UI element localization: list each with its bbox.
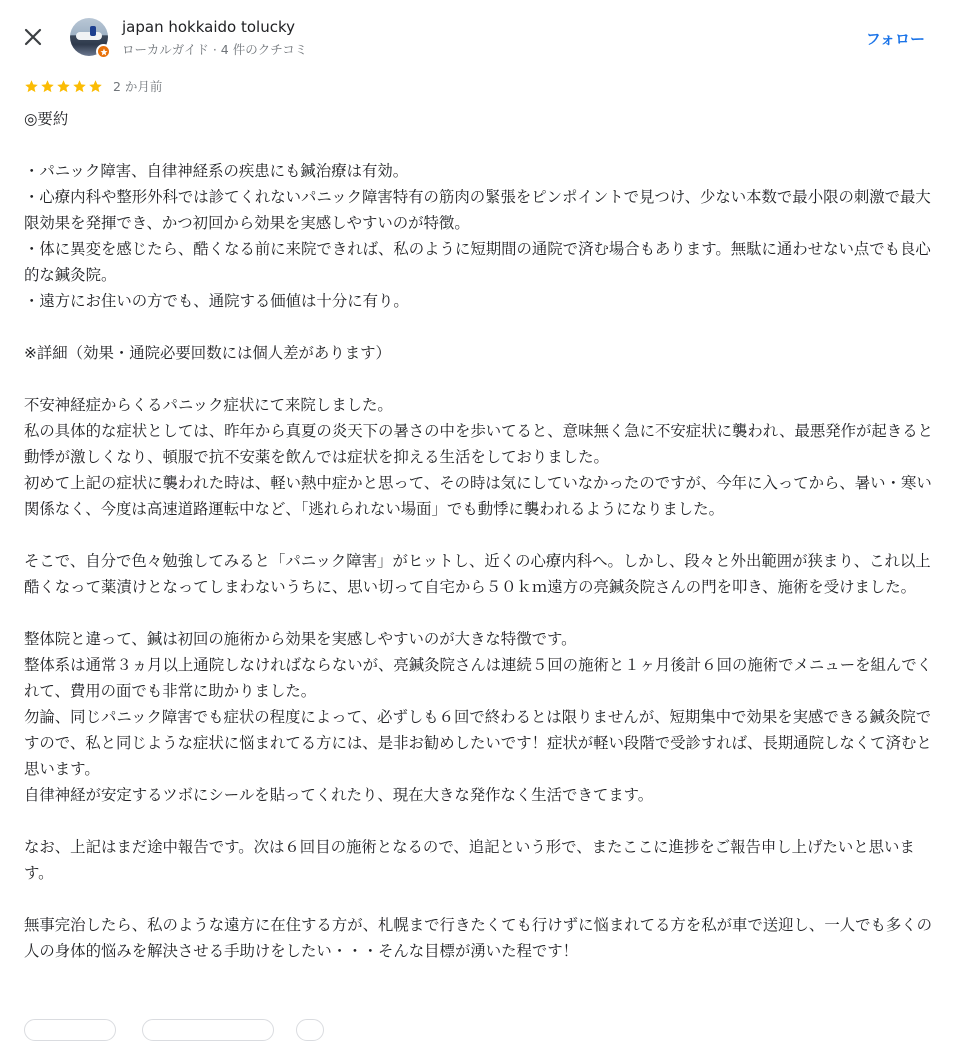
review-paragraph: 不安神経症からくるパニック症状にて来院しました。 bbox=[24, 396, 393, 414]
star-icon bbox=[24, 79, 39, 94]
avatar[interactable] bbox=[70, 18, 108, 56]
paragraph-spacer bbox=[24, 366, 940, 392]
star-icon bbox=[72, 79, 87, 94]
review-paragraph: ※詳細（効果・通院必要回数には個人差があります） bbox=[24, 344, 391, 362]
review-paragraph: ・遠方にお住いの方でも、通院する価値は十分に有り。 bbox=[24, 292, 409, 310]
review-time: 2 か月前 bbox=[113, 79, 163, 94]
review-paragraph: 無事完治したら、私のような遠方に在住する方が、札幌まで行きたくても行けずに悩まれてる方を私が車で送迎し、一人でも多くの人の身体的悩みを解決させる手助けをしたい・・・そんな目標が湧いた程です！ bbox=[24, 916, 933, 960]
star-icon bbox=[56, 79, 71, 94]
review-paragraph: そこで、自分で色々勉強してみると「パニック障害」がヒットし、近くの心療内科へ。しかし、段々と外出範囲が狭まり、これ以上酷くなって薬漬けとなってしまわないうちに、思い切って自宅から５０ｋｍ遠方の亮鍼灸院さんの門を叩き、施術を受けました。 bbox=[24, 552, 931, 596]
star-icon bbox=[40, 79, 55, 94]
more-chip[interactable] bbox=[296, 1019, 324, 1041]
paragraph-spacer bbox=[24, 600, 940, 626]
helpful-chip[interactable] bbox=[24, 1019, 116, 1041]
close-icon bbox=[23, 27, 43, 47]
star-rating bbox=[24, 79, 103, 94]
star-icon bbox=[88, 79, 103, 94]
review-paragraph: ◎要約 bbox=[24, 110, 69, 128]
paragraph-spacer bbox=[24, 132, 940, 158]
review-paragraph: 初めて上記の症状に襲われた時は、軽い熱中症かと思って、その時は気にしていなかったのですが、今年に入ってから、暑い・寒い関係なく、今度は高速道路運転中など、「逃れられない場面」でも動悸に襲われるようになりました。 bbox=[24, 474, 932, 518]
review-paragraph: なお、上記はまだ途中報告です。次は６回目の施術となるので、追記という形で、またここに進捗をご報告申し上げたいと思います。 bbox=[24, 838, 915, 882]
review-paragraph: 整体系は通常３ヵ月以上通院しなければならないが、亮鍼灸院さんは連続５回の施術と１ヶ月後計６回の施術でメニューを組んでくれて、費用の面でも非常に助かりました。 bbox=[24, 656, 933, 700]
review-text bbox=[24, 106, 940, 964]
review-paragraph: 自律神経が安定するツボにシールを貼ってくれたり、現在大きな発作なく生活できてます。 bbox=[24, 786, 654, 804]
paragraph-spacer bbox=[24, 808, 940, 834]
rating-row bbox=[24, 76, 162, 96]
follow-button[interactable]: フォロー bbox=[865, 30, 925, 48]
paragraph-spacer bbox=[24, 886, 940, 912]
review-paragraph: ・心療内科や整形外科では診てくれないパニック障害特有の筋肉の緊張をピンポイントで見つけ、少ない本数で最小限の刺激で最大限効果を発揮でき、かつ初回から効果を実感しやすいのが特徴。 bbox=[24, 188, 931, 232]
review-paragraph: ・体に異変を感じたら、酷くなる前に来院できれば、私のように短期間の通院で済む場合もあります。無駄に通わせない点でも良心的な鍼灸院。 bbox=[24, 240, 931, 284]
reviewer-name[interactable]: japan hokkaido tolucky bbox=[122, 18, 295, 36]
reviewer-meta: ローカルガイド · 4 件のクチコミ bbox=[122, 42, 308, 57]
paragraph-spacer bbox=[24, 522, 940, 548]
review-paragraph: 整体院と違って、鍼は初回の施術から効果を実感しやすいのが大きな特徴です。 bbox=[24, 630, 577, 648]
review-paragraph: 勿論、同じパニック障害でも症状の程度によって、必ずしも６回で終わるとは限りませんが、短期集中で効果を実感できる鍼灸院ですので、私と同じような症状に悩まれてる方には、是非お勧めしたいです！症状が軽い段階で受診すれば、長期通院しなくて済むと思います。 bbox=[24, 708, 932, 778]
share-chip[interactable] bbox=[142, 1019, 274, 1041]
close-button[interactable] bbox=[18, 22, 48, 52]
review-paragraph: ・パニック障害、自律神経系の疾患にも鍼治療は有効。 bbox=[24, 162, 409, 180]
local-guide-badge-icon bbox=[96, 44, 111, 59]
review-header bbox=[0, 0, 963, 72]
paragraph-spacer bbox=[24, 314, 940, 340]
review-paragraph: 私の具体的な症状としては、昨年から真夏の炎天下の暑さの中を歩いてると、意味無く急に不安症状に襲われ、最悪発作が起きると動悸が激しくなり、頓服で抗不安薬を飲んでは症状を抑える生活をしておりました。 bbox=[24, 422, 933, 466]
